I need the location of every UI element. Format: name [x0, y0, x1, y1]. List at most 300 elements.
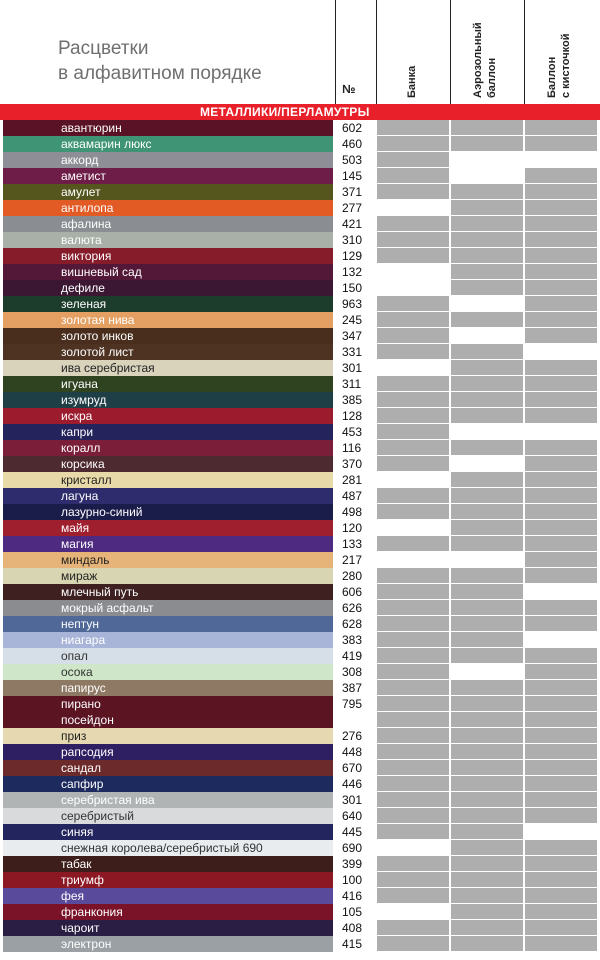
avail-aerosol-cell: [451, 760, 523, 775]
avail-can-cell: [377, 824, 449, 839]
avail-brush-cell: [525, 232, 597, 247]
color-number: 132: [336, 264, 376, 280]
color-number: 281: [336, 472, 376, 488]
avail-aerosol-cell: [451, 904, 523, 919]
avail-aerosol-cell: [451, 456, 523, 471]
color-swatch-name: афалина: [3, 216, 333, 232]
avail-can-cell: [377, 856, 449, 871]
color-number: 387: [336, 680, 376, 696]
avail-aerosol-cell: [451, 216, 523, 231]
color-swatch-name: вишневый сад: [3, 264, 333, 280]
avail-can-cell: [377, 616, 449, 631]
color-swatch-name: ива серебристая: [3, 360, 333, 376]
brush-header-line2: с кисточкой: [560, 33, 572, 98]
avail-brush-cell: [525, 360, 597, 375]
avail-can-cell: [377, 216, 449, 231]
avail-brush-cell: [525, 264, 597, 279]
avail-aerosol-cell: [451, 136, 523, 151]
table-row: [0, 328, 600, 344]
avail-can-cell: [377, 328, 449, 343]
color-swatch-name: капри: [3, 424, 333, 440]
color-number: 100: [336, 872, 376, 888]
color-number: 385: [336, 392, 376, 408]
avail-aerosol-cell: [451, 776, 523, 791]
avail-brush-cell: [525, 472, 597, 487]
color-swatch-name: антилопа: [3, 200, 333, 216]
color-swatch-name: ниагара: [3, 632, 333, 648]
table-row: [0, 760, 600, 776]
table-row: [0, 136, 600, 152]
avail-brush-cell: [525, 248, 597, 263]
color-swatch-name: папирус: [3, 680, 333, 696]
table-row: [0, 296, 600, 312]
color-swatch-name: дефиле: [3, 280, 333, 296]
avail-aerosol-cell: [451, 328, 523, 343]
table-row: [0, 776, 600, 792]
avail-brush-cell: [525, 488, 597, 503]
avail-can-cell: [377, 360, 449, 375]
color-number: 245: [336, 312, 376, 328]
avail-can-cell: [377, 664, 449, 679]
color-number: 628: [336, 616, 376, 632]
color-number: 460: [336, 136, 376, 152]
avail-brush-cell: [525, 792, 597, 807]
color-number: 602: [336, 120, 376, 136]
table-row: [0, 536, 600, 552]
color-swatch-name: майя: [3, 520, 333, 536]
avail-aerosol-cell: [451, 200, 523, 215]
color-number: 128: [336, 408, 376, 424]
avail-aerosol-cell: [451, 152, 523, 167]
color-number: 626: [336, 600, 376, 616]
color-number: 150: [336, 280, 376, 296]
avail-can-cell: [377, 680, 449, 695]
table-row: [0, 872, 600, 888]
color-swatch-name: приз: [3, 728, 333, 744]
color-number: 408: [336, 920, 376, 936]
avail-aerosol-cell: [451, 872, 523, 887]
avail-brush-cell: [525, 184, 597, 199]
table-row: [0, 376, 600, 392]
color-number: 301: [336, 360, 376, 376]
color-swatch-name: амулет: [3, 184, 333, 200]
color-swatch-name: пирано: [3, 696, 333, 712]
avail-can-cell: [377, 728, 449, 743]
avail-brush-cell: [525, 312, 597, 327]
avail-can-cell: [377, 776, 449, 791]
table-row: [0, 728, 600, 744]
table-row: [0, 744, 600, 760]
avail-brush-cell: [525, 552, 597, 567]
color-swatch-name: посейдон: [3, 712, 333, 728]
color-number: [336, 712, 376, 728]
table-row: [0, 184, 600, 200]
table-row: [0, 280, 600, 296]
color-swatch-name: нептун: [3, 616, 333, 632]
color-number: 145: [336, 168, 376, 184]
avail-brush-cell: [525, 584, 597, 599]
table-row: [0, 392, 600, 408]
table-row: [0, 200, 600, 216]
avail-brush-cell: [525, 328, 597, 343]
table-row: [0, 424, 600, 440]
color-number: 670: [336, 760, 376, 776]
table-row: [0, 312, 600, 328]
color-swatch-name: золото инков: [3, 328, 333, 344]
avail-brush-cell: [525, 696, 597, 711]
color-number: 453: [336, 424, 376, 440]
color-number: 446: [336, 776, 376, 792]
color-swatch-name: миндаль: [3, 552, 333, 568]
avail-can-cell: [377, 232, 449, 247]
color-swatch-name: сандал: [3, 760, 333, 776]
color-number: 445: [336, 824, 376, 840]
table-row: [0, 504, 600, 520]
avail-aerosol-cell: [451, 792, 523, 807]
color-number: 498: [336, 504, 376, 520]
avail-aerosol-cell: [451, 392, 523, 407]
color-swatch-name: рапсодия: [3, 744, 333, 760]
avail-brush-cell: [525, 392, 597, 407]
table-row: [0, 824, 600, 840]
avail-can-cell: [377, 792, 449, 807]
color-number: 308: [336, 664, 376, 680]
color-swatch-name: серебристая ива: [3, 792, 333, 808]
avail-aerosol-cell: [451, 520, 523, 535]
color-number: 133: [336, 536, 376, 552]
table-row: [0, 792, 600, 808]
color-number: 963: [336, 296, 376, 312]
avail-aerosol-cell: [451, 312, 523, 327]
avail-can-cell: [377, 200, 449, 215]
avail-can-cell: [377, 632, 449, 647]
avail-can-cell: [377, 488, 449, 503]
table-row: [0, 472, 600, 488]
table-row: [0, 808, 600, 824]
color-swatch-name: табак: [3, 856, 333, 872]
avail-can-cell: [377, 888, 449, 903]
title-line-2: в алфавитном порядке: [58, 63, 262, 84]
table-row: [0, 648, 600, 664]
color-number: 331: [336, 344, 376, 360]
avail-aerosol-cell: [451, 712, 523, 727]
avail-aerosol-cell: [451, 504, 523, 519]
avail-can-cell: [377, 696, 449, 711]
aerosol-header-cell: [450, 0, 524, 104]
avail-brush-cell: [525, 376, 597, 391]
table-row: [0, 888, 600, 904]
avail-aerosol-cell: [451, 408, 523, 423]
color-swatch-name: аквамарин люкс: [3, 136, 333, 152]
table-row: [0, 568, 600, 584]
avail-aerosol-cell: [451, 248, 523, 263]
color-swatch-name: франкония: [3, 904, 333, 920]
avail-aerosol-cell: [451, 232, 523, 247]
can-header-label: Банка: [406, 65, 418, 98]
table-row: [0, 216, 600, 232]
avail-aerosol-cell: [451, 344, 523, 359]
table-row: [0, 600, 600, 616]
color-number: 105: [336, 904, 376, 920]
table-row: [0, 120, 600, 136]
color-number: 217: [336, 552, 376, 568]
color-number: 347: [336, 328, 376, 344]
color-swatch-name: зеленая: [3, 296, 333, 312]
color-swatch-name: триумф: [3, 872, 333, 888]
table-row: [0, 232, 600, 248]
color-swatch-name: млечный путь: [3, 584, 333, 600]
table-row: [0, 616, 600, 632]
avail-brush-cell: [525, 904, 597, 919]
color-number: 311: [336, 376, 376, 392]
color-swatch-name: изумруд: [3, 392, 333, 408]
title-line-1: Расцветки: [58, 38, 149, 59]
color-number: 383: [336, 632, 376, 648]
color-number: 129: [336, 248, 376, 264]
color-number: 277: [336, 200, 376, 216]
color-number: 301: [336, 792, 376, 808]
color-number: 310: [336, 232, 376, 248]
table-row: [0, 680, 600, 696]
table-row: [0, 904, 600, 920]
color-swatch-name: искра: [3, 408, 333, 424]
avail-brush-cell: [525, 664, 597, 679]
color-swatch-name: аметист: [3, 168, 333, 184]
table-row: [0, 520, 600, 536]
avail-brush-cell: [525, 680, 597, 695]
color-number: 280: [336, 568, 376, 584]
avail-can-cell: [377, 136, 449, 151]
color-number: 690: [336, 840, 376, 856]
table-row: [0, 344, 600, 360]
avail-aerosol-cell: [451, 664, 523, 679]
color-number: 415: [336, 936, 376, 952]
table-row: [0, 584, 600, 600]
avail-can-cell: [377, 168, 449, 183]
aerosol-header-line2: баллон: [486, 57, 498, 98]
avail-can-cell: [377, 568, 449, 583]
avail-brush-cell: [525, 744, 597, 759]
avail-can-cell: [377, 744, 449, 759]
avail-can-cell: [377, 376, 449, 391]
avail-can-cell: [377, 408, 449, 423]
section-banner: [0, 104, 600, 120]
avail-aerosol-cell: [451, 840, 523, 855]
section-title: МЕТАЛЛИКИ/ПЕРЛАМУТРЫ: [200, 105, 370, 119]
avail-can-cell: [377, 904, 449, 919]
table-row: [0, 264, 600, 280]
color-number: 795: [336, 696, 376, 712]
table-row: [0, 152, 600, 168]
color-swatch-name: золотая нива: [3, 312, 333, 328]
color-swatch-name: мокрый асфальт: [3, 600, 333, 616]
avail-aerosol-cell: [451, 744, 523, 759]
avail-aerosol-cell: [451, 552, 523, 567]
avail-aerosol-cell: [451, 360, 523, 375]
avail-aerosol-cell: [451, 856, 523, 871]
color-swatch-name: аккорд: [3, 152, 333, 168]
table-row: [0, 168, 600, 184]
color-swatch-name: золотой лист: [3, 344, 333, 360]
avail-brush-cell: [525, 808, 597, 823]
color-swatch-name: чароит: [3, 920, 333, 936]
avail-aerosol-cell: [451, 264, 523, 279]
avail-brush-cell: [525, 648, 597, 663]
avail-brush-cell: [525, 120, 597, 135]
avail-aerosol-cell: [451, 584, 523, 599]
color-swatch-name: магия: [3, 536, 333, 552]
avail-can-cell: [377, 584, 449, 599]
avail-aerosol-cell: [451, 424, 523, 439]
color-number: 419: [336, 648, 376, 664]
table-row: [0, 936, 600, 952]
avail-brush-cell: [525, 296, 597, 311]
avail-can-cell: [377, 504, 449, 519]
avail-brush-cell: [525, 216, 597, 231]
color-number: 120: [336, 520, 376, 536]
color-swatch-name: мираж: [3, 568, 333, 584]
avail-aerosol-cell: [451, 648, 523, 663]
color-swatch-name: корсика: [3, 456, 333, 472]
avail-aerosol-cell: [451, 632, 523, 647]
avail-aerosol-cell: [451, 824, 523, 839]
avail-can-cell: [377, 456, 449, 471]
avail-can-cell: [377, 840, 449, 855]
avail-aerosol-cell: [451, 728, 523, 743]
avail-aerosol-cell: [451, 376, 523, 391]
avail-aerosol-cell: [451, 536, 523, 551]
color-swatch-name: лазурно-синий: [3, 504, 333, 520]
color-number: 606: [336, 584, 376, 600]
avail-can-cell: [377, 440, 449, 455]
avail-aerosol-cell: [451, 600, 523, 615]
avail-brush-cell: [525, 280, 597, 295]
avail-brush-cell: [525, 920, 597, 935]
color-swatch-name: синяя: [3, 824, 333, 840]
aerosol-header-line1: Аэрозольный: [472, 22, 484, 98]
avail-can-cell: [377, 392, 449, 407]
avail-can-cell: [377, 648, 449, 663]
table-row: [0, 712, 600, 728]
avail-brush-cell: [525, 136, 597, 151]
avail-can-cell: [377, 280, 449, 295]
can-header-cell: [376, 0, 450, 104]
avail-brush-cell: [525, 440, 597, 455]
color-number: 640: [336, 808, 376, 824]
avail-can-cell: [377, 600, 449, 615]
color-number: 371: [336, 184, 376, 200]
avail-brush-cell: [525, 424, 597, 439]
avail-can-cell: [377, 424, 449, 439]
avail-can-cell: [377, 920, 449, 935]
table-row: [0, 360, 600, 376]
color-swatch-name: осока: [3, 664, 333, 680]
avail-can-cell: [377, 520, 449, 535]
avail-brush-cell: [525, 568, 597, 583]
color-swatch-name: фея: [3, 888, 333, 904]
color-number: 370: [336, 456, 376, 472]
color-swatch-name: электрон: [3, 936, 333, 952]
num-header-label: №: [342, 82, 356, 96]
color-swatch-name: опал: [3, 648, 333, 664]
avail-can-cell: [377, 936, 449, 951]
avail-can-cell: [377, 472, 449, 487]
avail-brush-cell: [525, 344, 597, 359]
avail-can-cell: [377, 712, 449, 727]
avail-aerosol-cell: [451, 280, 523, 295]
color-number: 416: [336, 888, 376, 904]
avail-can-cell: [377, 344, 449, 359]
table-row: [0, 408, 600, 424]
avail-brush-cell: [525, 600, 597, 615]
color-swatch-name: серебристый: [3, 808, 333, 824]
avail-aerosol-cell: [451, 936, 523, 951]
color-swatch-name: сапфир: [3, 776, 333, 792]
avail-aerosol-cell: [451, 120, 523, 135]
avail-brush-cell: [525, 504, 597, 519]
table-row: [0, 696, 600, 712]
avail-can-cell: [377, 552, 449, 567]
avail-aerosol-cell: [451, 808, 523, 823]
avail-can-cell: [377, 760, 449, 775]
avail-aerosol-cell: [451, 184, 523, 199]
table-row: [0, 488, 600, 504]
color-number: 448: [336, 744, 376, 760]
avail-aerosol-cell: [451, 296, 523, 311]
avail-brush-cell: [525, 168, 597, 183]
color-swatch-name: виктория: [3, 248, 333, 264]
avail-aerosol-cell: [451, 696, 523, 711]
avail-brush-cell: [525, 456, 597, 471]
table-row: [0, 440, 600, 456]
avail-brush-cell: [525, 872, 597, 887]
avail-aerosol-cell: [451, 680, 523, 695]
avail-brush-cell: [525, 200, 597, 215]
table-row: [0, 552, 600, 568]
table-row: [0, 664, 600, 680]
color-swatch-name: лагуна: [3, 488, 333, 504]
avail-can-cell: [377, 312, 449, 327]
color-swatch-name: снежная королева/серебристый 690: [3, 840, 333, 856]
avail-aerosol-cell: [451, 568, 523, 583]
avail-brush-cell: [525, 936, 597, 951]
avail-aerosol-cell: [451, 440, 523, 455]
avail-can-cell: [377, 296, 449, 311]
avail-brush-cell: [525, 632, 597, 647]
color-swatch-name: валюта: [3, 232, 333, 248]
color-number: 276: [336, 728, 376, 744]
avail-can-cell: [377, 120, 449, 135]
avail-brush-cell: [525, 728, 597, 743]
color-number: 487: [336, 488, 376, 504]
brush-header-cell: [524, 0, 600, 104]
color-number: 399: [336, 856, 376, 872]
color-number: 503: [336, 152, 376, 168]
avail-brush-cell: [525, 408, 597, 423]
avail-can-cell: [377, 248, 449, 263]
avail-can-cell: [377, 536, 449, 551]
table-row: [0, 856, 600, 872]
avail-aerosol-cell: [451, 488, 523, 503]
avail-can-cell: [377, 808, 449, 823]
avail-can-cell: [377, 264, 449, 279]
avail-brush-cell: [525, 888, 597, 903]
color-number: 421: [336, 216, 376, 232]
avail-brush-cell: [525, 776, 597, 791]
avail-brush-cell: [525, 760, 597, 775]
page-title: [58, 36, 328, 86]
avail-brush-cell: [525, 840, 597, 855]
